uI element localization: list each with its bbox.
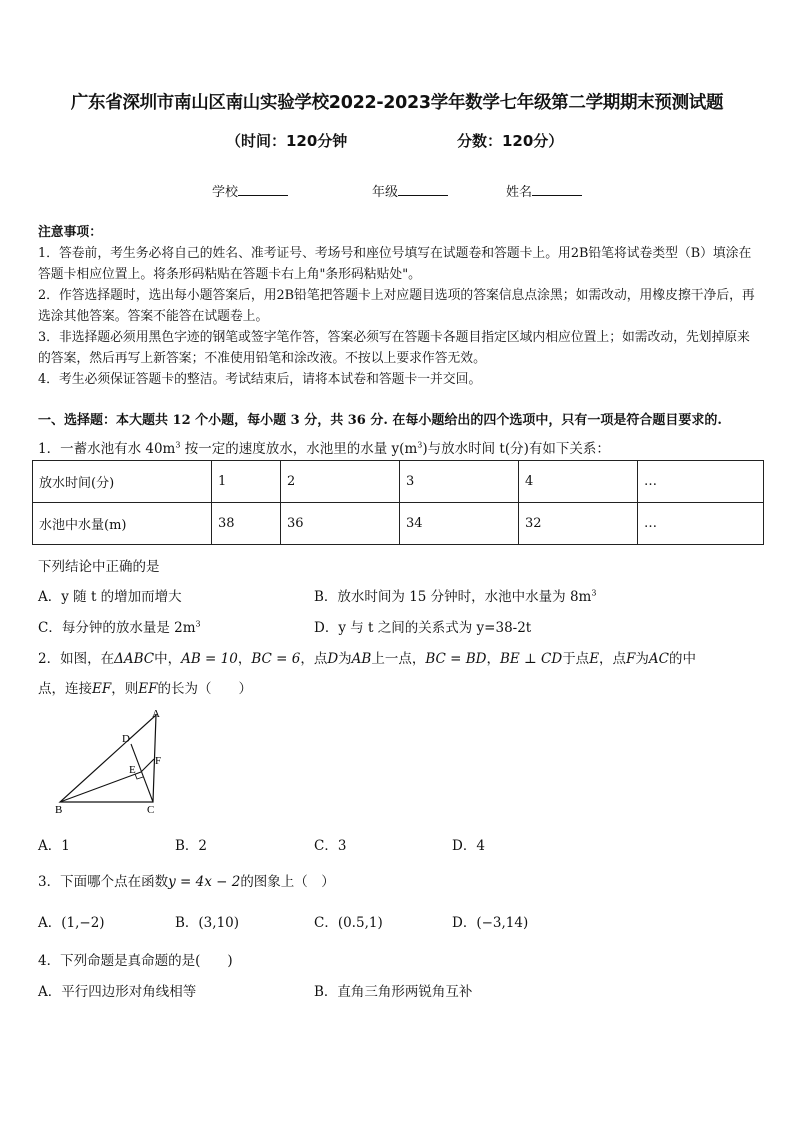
- label-f: F: [155, 755, 162, 767]
- label-e: E: [129, 764, 136, 776]
- q3-stem: 3．下面哪个点在函数y = 4x − 2的图象上（ ）: [38, 874, 335, 890]
- table-row: [33, 503, 764, 545]
- q2-option-b[interactable]: B．2: [175, 838, 208, 854]
- table-cell: 2: [281, 461, 400, 503]
- table-cell: 32: [519, 503, 638, 545]
- table-cell: 水池中水量(m): [33, 503, 212, 545]
- exam-time: （时间：120分钟: [226, 132, 348, 150]
- name-label: 姓名: [506, 185, 533, 200]
- notice-block: [38, 222, 760, 390]
- exam-title: 广东省深圳市南山区南山实验学校2022-2023学年数学七年级第二学期期末预测试题: [70, 93, 724, 113]
- segment-ef: [141, 759, 154, 772]
- school-label: 学校: [212, 185, 239, 200]
- q4-option-b[interactable]: B．直角三角形两锐角互补: [314, 984, 473, 1000]
- q2-stem-line2: 点，连接EF，则EF的长为（ ）: [38, 681, 252, 697]
- q4-option-a[interactable]: A．平行四边形对角线相等: [38, 984, 197, 1000]
- q3-option-a[interactable]: A．(1,−2): [38, 915, 105, 931]
- name-field[interactable]: [506, 181, 582, 200]
- label-a: A: [152, 708, 160, 720]
- right-angle-mark: [135, 774, 143, 779]
- q1-option-b[interactable]: B．放水时间为 15 分钟时，水池中水量为 $8m^3$: [314, 588, 597, 605]
- q1-prompt: 下列结论中正确的是: [38, 559, 160, 575]
- q2-option-a[interactable]: A．1: [38, 838, 70, 854]
- grade-label: 年级: [372, 185, 399, 200]
- notice-item-1: 1．答卷前，考生务必将自己的姓名、准考证号、考场号和座位号填写在试题卷和答题卡上。用2B铅笔将试卷类型（B）填涂在答题卡相应位置上。将条形码粘贴在答题卡右上角"条形码粘贴处"。: [38, 246, 752, 282]
- label-b: B: [55, 804, 63, 816]
- section-heading: 一、选择题：本大题共 12 个小题，每小题 3 分，共 36 分. 在每小题给出的四个选项中，只有一项是符合题目要求的.: [38, 413, 722, 428]
- segment-be: [60, 772, 141, 802]
- q2-triangle-figure: [50, 705, 175, 817]
- school-blank[interactable]: [238, 183, 288, 196]
- q3-option-d[interactable]: D．(−3,14): [452, 915, 529, 931]
- triangle-abc: [60, 715, 156, 802]
- label-c: C: [147, 804, 155, 816]
- table-cell: …: [638, 461, 764, 503]
- table-cell: 34: [400, 503, 519, 545]
- notice-item-4: 4．考生必须保证答题卡的整洁。考试结束后，请将本试卷和答题卡一并交回。: [38, 372, 482, 387]
- q1-stem: 1．一蓄水池有水 $40m^3$ 按一定的速度放水，水池里的水量 $y(m^3)$与放水时间 t(分)有如下关系：: [38, 440, 610, 457]
- table-row: [33, 461, 764, 503]
- label-d: D: [122, 733, 130, 745]
- notice-heading: 注意事项：: [38, 225, 102, 240]
- notice-item-3: 3．非选择题必须用黑色字迹的钢笔或签字笔作答，答案必须写在答题卡各题目指定区域内相应位置上；如需改动，先划掉原来的答案，然后再写上新答案；不准使用铅笔和涂改液。不按以上要求作答无效。: [38, 330, 750, 366]
- name-blank[interactable]: [532, 183, 582, 196]
- grade-field[interactable]: [372, 181, 448, 200]
- school-field[interactable]: [212, 181, 288, 200]
- table-cell: 1: [212, 461, 281, 503]
- table-cell: 4: [519, 461, 638, 503]
- notice-item-2: 2．作答选择题时，选出每小题答案后，用2B铅笔把答题卡上对应题目选项的答案信息点涂黑；如需改动，用橡皮擦干净后，再选涂其他答案。答案不能答在试题卷上。: [38, 288, 755, 324]
- exam-score: 分数：120分）: [457, 132, 564, 150]
- q1-option-c[interactable]: C．每分钟的放水量是 $2m^3$: [38, 619, 201, 636]
- q4-stem: 4．下列命题是真命题的是( ): [38, 953, 233, 969]
- q2-stem-line1: 2．如图，在ΔABC中，AB = 10，BC = 6，点D为AB上一点，BC = BD，BE ⊥ CD于点E，点F为AC的中: [38, 651, 697, 667]
- table-cell: …: [638, 503, 764, 545]
- q3-option-c[interactable]: C．(0.5,1): [314, 915, 383, 931]
- q1-option-d[interactable]: D．y 与 t 之间的关系式为 y=38-2t: [314, 620, 532, 636]
- q1-option-a[interactable]: A．y 随 t 的增加而增大: [38, 589, 182, 605]
- q2-option-c[interactable]: C．3: [314, 838, 347, 854]
- table-cell: 放水时间(分): [33, 461, 212, 503]
- q2-option-d[interactable]: D．4: [452, 838, 485, 854]
- table-cell: 36: [281, 503, 400, 545]
- q3-option-b[interactable]: B．(3,10): [175, 915, 240, 931]
- q1-table: [32, 460, 764, 545]
- table-cell: 3: [400, 461, 519, 503]
- table-cell: 38: [212, 503, 281, 545]
- grade-blank[interactable]: [398, 183, 448, 196]
